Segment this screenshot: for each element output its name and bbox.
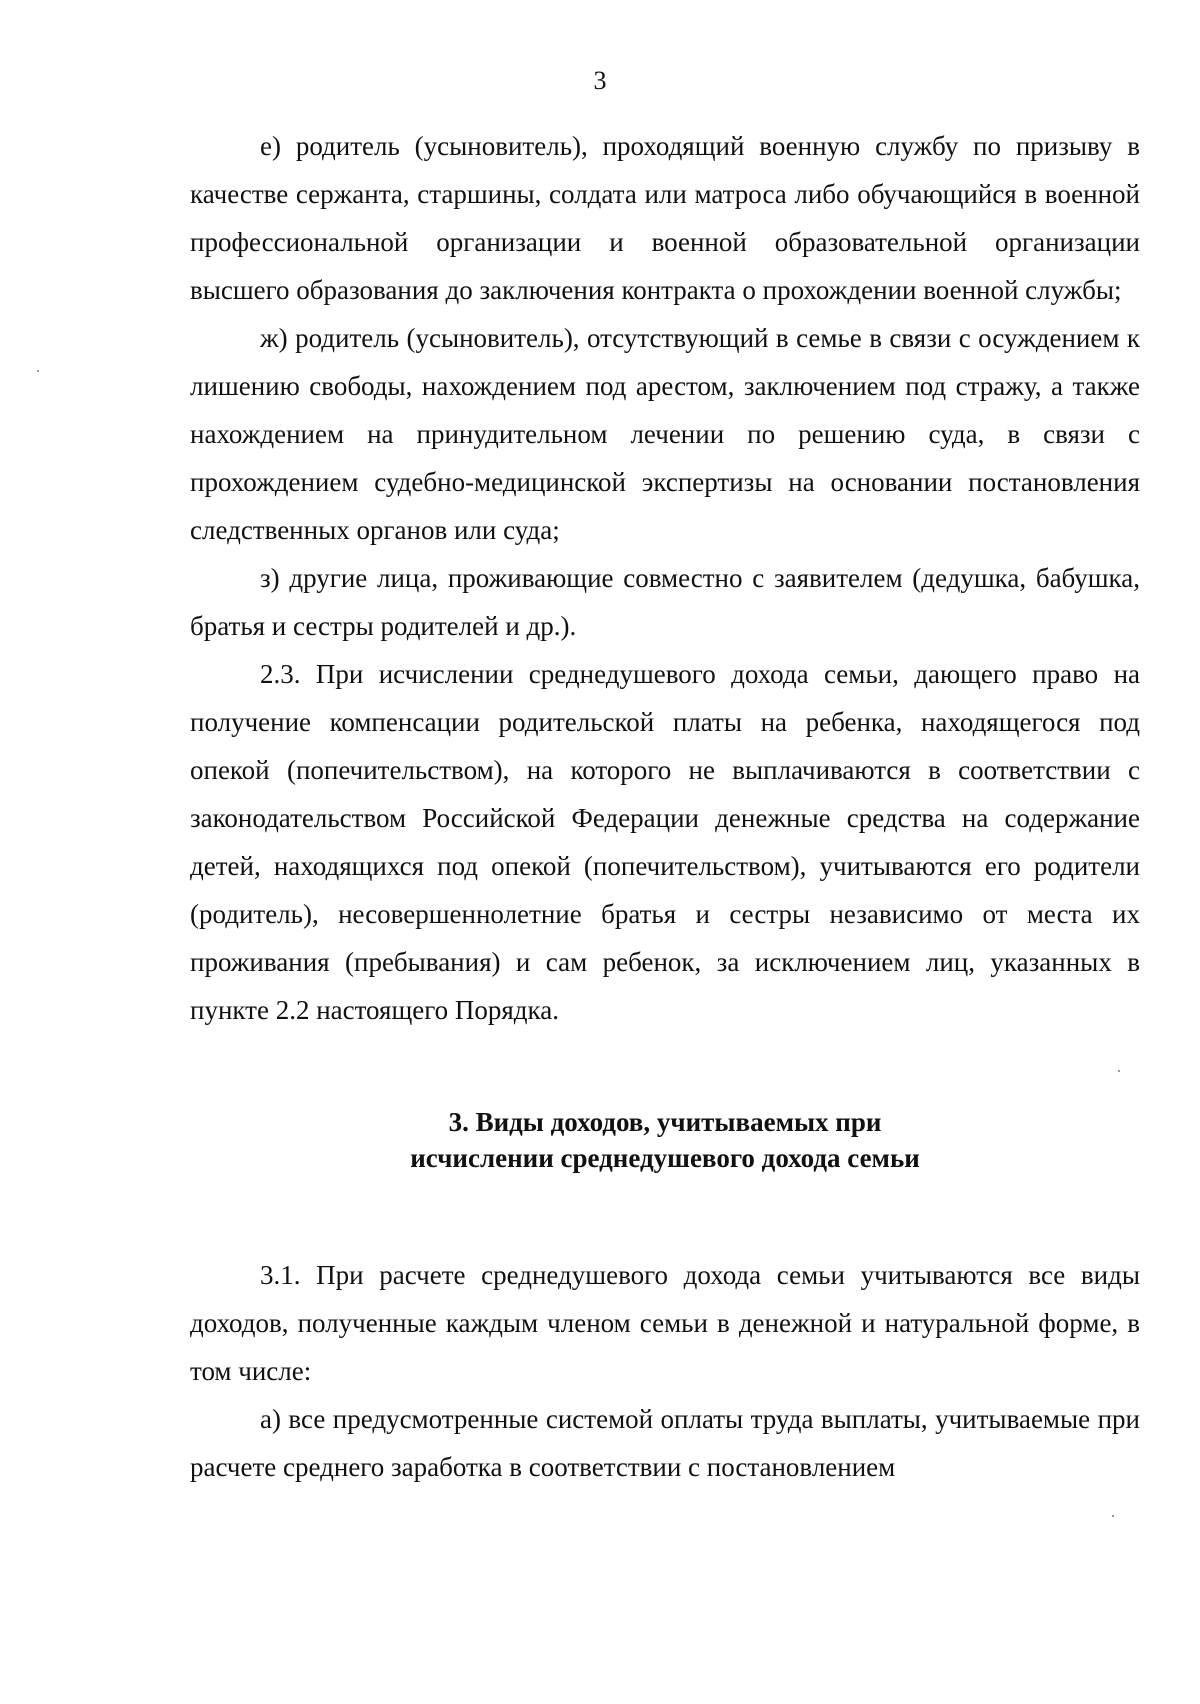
section-heading	[190, 1104, 1140, 1176]
section-heading-line2: исчислении среднедушевого дохода семьи	[410, 1143, 920, 1173]
document-body	[190, 122, 1140, 1491]
paragraph-zh: ж) родитель (усыновитель), отсутствующий в семье в связи с осуждением к лишению свободы, нахождением под арестом, заключением под стражу, а также нахождением на принудительном лечении по решению суда, в связи с прохождением судебно-медицинской экспертизы на основании постановления следственных органов или суда;	[190, 323, 1140, 545]
paragraph-2-3: 2.3. При исчислении среднедушевого дохода семьи, дающего право на получение компенсации родительской платы на ребенка, находящегося под опекой (попечительством), на которого не выплачиваются в соответствии с законодательством Российской Федерации денежные средства на содержание детей, находящихся под опекой (попечительством), учитываются его родители (родитель), несовершеннолетние братья и сестры независимо от места их проживания (пребывания) и сам ребенок, за исключением лиц, указанных в пункте 2.2 настоящего Порядка.	[190, 659, 1140, 1025]
section-heading-line1: 3. Виды доходов, учитываемых при	[448, 1107, 882, 1137]
paragraph-z: з) другие лица, проживающие совместно с заявителем (дедушка, бабушка, братья и сестры родителей и др.).	[190, 563, 1140, 641]
scan-speck	[37, 370, 39, 372]
scan-speck	[1112, 1515, 1114, 1517]
paragraph-a: а) все предусмотренные системой оплаты труда выплаты, учитываемые при расчете среднего заработка в соответствии с постановлением	[190, 1404, 1140, 1482]
paragraph-3-1: 3.1. При расчете среднедушевого дохода семьи учитываются все виды доходов, полученные каждым членом семьи в денежной и натуральной форме, в том числе:	[190, 1260, 1140, 1386]
page-number: 3	[593, 66, 607, 95]
scan-speck	[1118, 1070, 1120, 1072]
paragraph-e: е) родитель (усыновитель), проходящий военную службу по призыву в качестве сержанта, старшины, солдата или матроса либо обучающийся в военной профессиональной организации и военной образовательной организации высшего образования до заключения контракта о прохождении военной службы;	[190, 131, 1140, 305]
